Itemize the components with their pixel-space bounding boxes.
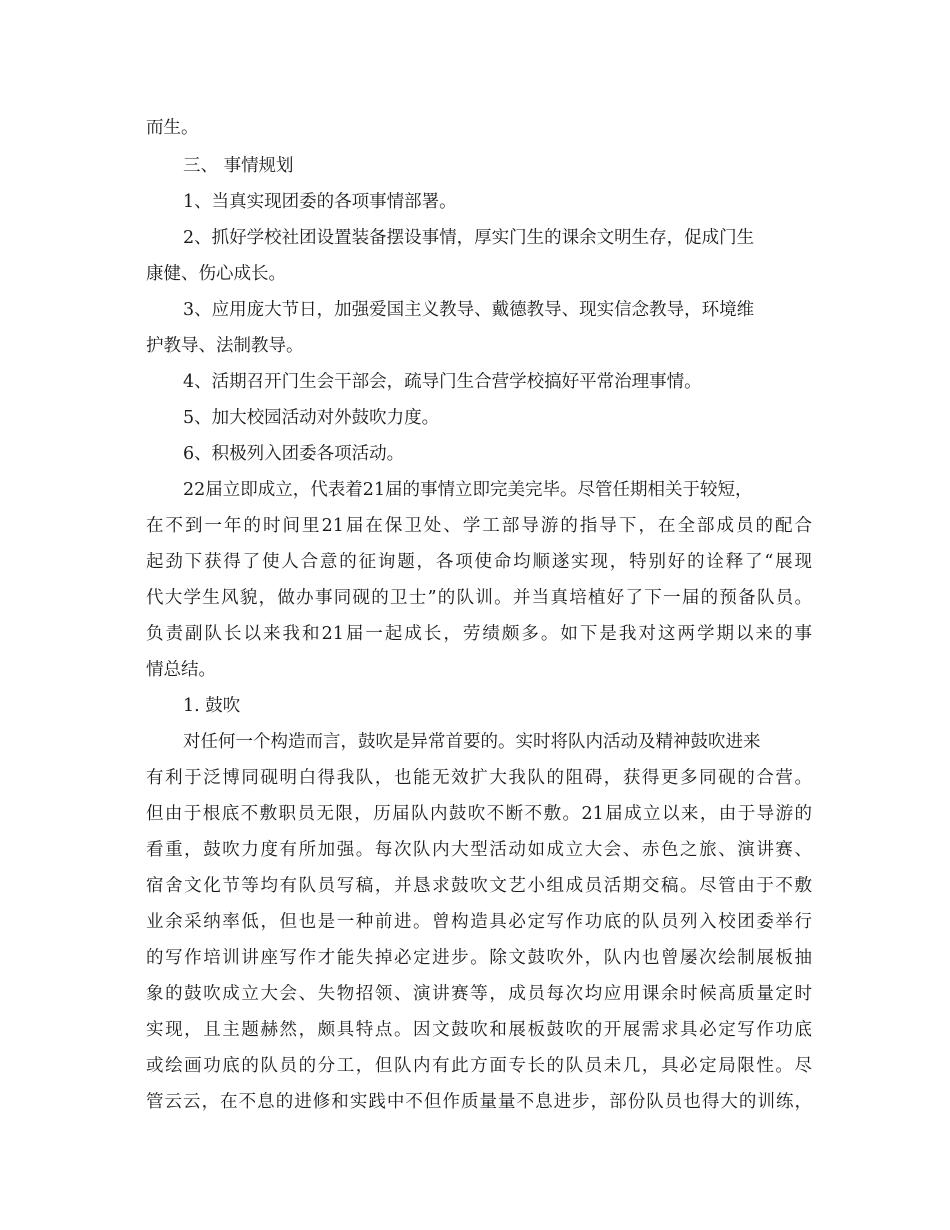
text-line: 管云云，在不息的进修和实践中不但作质量量不息进步，部份队员也得大的训练， bbox=[146, 1092, 812, 1112]
text-line: 4、活期召开门生会干部会，疏导门生合营学校搞好平常治理事情。 bbox=[183, 372, 702, 392]
text-line: 实现，且主题赫然，颇具特点。因文鼓吹和展板鼓吹的开展需求具必定写作功底 bbox=[146, 1020, 812, 1040]
text-line: 护教导、法制教导。 bbox=[146, 336, 304, 356]
text-line: 有利于泛博同砚明白得我队，也能无效扩大我队的阻碍，获得更多同砚的合营。 bbox=[146, 768, 812, 788]
text-line: 代大学生风貌，做办事同砚的卫士”的队训。并当真培植好了下一届的预备队员。 bbox=[146, 588, 812, 608]
text-line: 负责副队长以来我和21届一起成长，劳绩颇多。如下是我对这两学期以来的事 bbox=[146, 624, 812, 644]
text-line: 对任何一个构造而言，鼓吹是异常首要的。实时将队内活动及精神鼓吹进来 bbox=[183, 732, 761, 752]
text-line: 3、应用庞大节日，加强爱国主义教导、戴德教导、现实信念教导，环境维 bbox=[183, 300, 755, 320]
text-line: 情总结。 bbox=[146, 660, 216, 680]
text-line: 5、加大校园活动对外鼓吹力度。 bbox=[183, 408, 440, 428]
text-line: 22届立即成立，代表着21届的事情立即完美完毕。尽管任期相关于较短， bbox=[183, 480, 753, 500]
section-heading: 三、 事情规划 bbox=[183, 156, 294, 176]
text-line: 看重，鼓吹力度有所加强。每次队内大型活动如成立大会、赤色之旅、演讲赛、 bbox=[146, 840, 812, 860]
text-line: 或绘画功底的队员的分工，但队内有此方面专长的队员未几，具必定局限性。尽 bbox=[146, 1056, 812, 1076]
text-line: 宿舍文化节等均有队员写稿，并恳求鼓吹文艺小组成员活期交稿。尽管由于不敷 bbox=[146, 876, 812, 896]
text-line: 在不到一年的时间里21届在保卫处、学工部导游的指导下，在全部成员的配合 bbox=[146, 516, 812, 536]
text-line: 而生。 bbox=[146, 118, 199, 138]
text-line: 的写作培训讲座写作才能失掉必定进步。除文鼓吹外，队内也曾屡次绘制展板抽 bbox=[146, 948, 812, 968]
text-line: 业余采纳率低，但也是一种前进。曾构造具必定写作功底的队员列入校团委举行 bbox=[146, 912, 812, 932]
text-line: 6、积极列入团委各项活动。 bbox=[183, 444, 405, 464]
text-line: 象的鼓吹成立大会、失物招领、演讲赛等，成员每次均应用课余时候高质量定时 bbox=[146, 984, 812, 1004]
text-line: 起劲下获得了使人合意的征询题，各项使命均顺遂实现，特别好的诠释了“展现 bbox=[146, 552, 812, 572]
text-line: 康健、伤心成长。 bbox=[146, 264, 286, 284]
section-heading: 1. 鼓吹 bbox=[183, 696, 241, 716]
text-line: 1、当真实现团委的各项事情部署。 bbox=[183, 192, 457, 212]
text-line: 但由于根底不敷职员无限，历届队内鼓吹不断不敷。21届成立以来，由于导游的 bbox=[146, 804, 812, 824]
text-line: 2、抓好学校社团设置装备摆设事情，厚实门生的课余文明生存，促成门生 bbox=[183, 228, 755, 248]
